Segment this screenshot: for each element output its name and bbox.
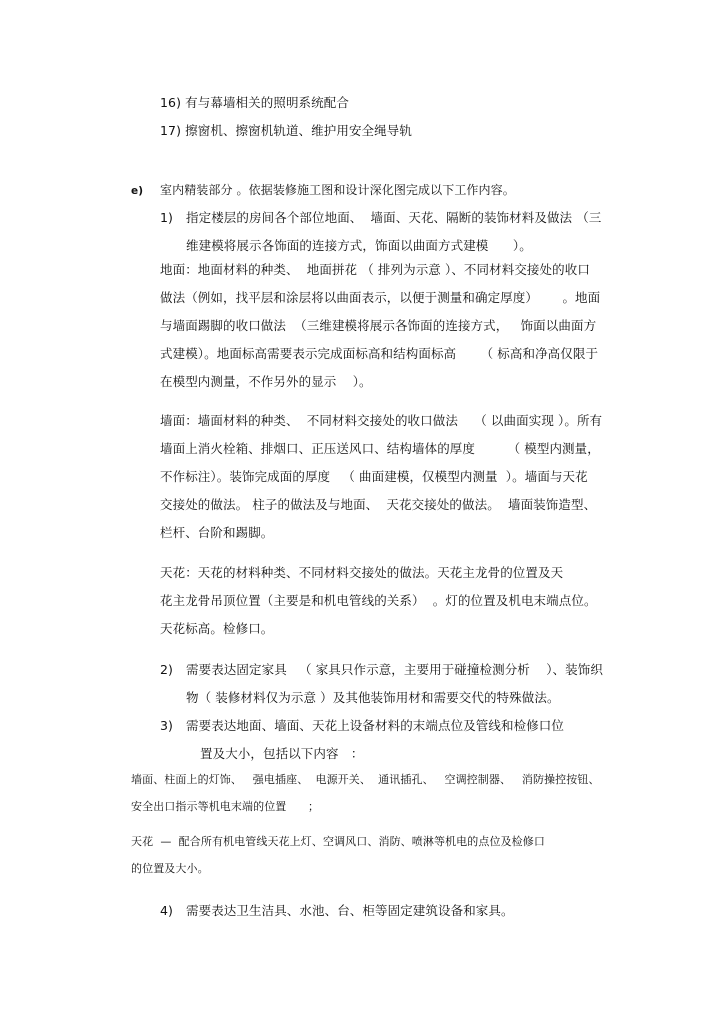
floor-paragraph-line-4: 式建模）。地面标高需要表示完成面标高和结构面标高 （ 标高和净高仅限于: [160, 346, 599, 361]
list-item-16: 16) 有与幕墙相关的照明系统配合: [160, 95, 349, 110]
item-4-number: 4): [160, 903, 174, 918]
item-3-number: 3): [160, 718, 174, 733]
item-1-number: 1): [160, 210, 174, 225]
section-e-heading: 室内精装部分 。依据装修施工图和设计深化图完成以下工作内容。: [160, 183, 515, 197]
item-4-text: 需要表达卫生洁具、水池、台、柜等固定建筑设备和家具。: [186, 903, 514, 918]
ceiling-paragraph-line-3: 天花标高。检修口。: [160, 621, 274, 636]
item-3-text-cont: 置及大小，包括以下内容 ：: [200, 746, 364, 761]
list-item-17: 17) 擦窗机、擦窗机轨道、维护用安全绳导轨: [160, 123, 412, 138]
ceiling-paragraph-line-1: 天花：天花的材料种类、不同材料交接处的做法。天花主龙骨的位置及天: [160, 565, 564, 580]
ceiling-paragraph-line-2: 花主龙骨吊顶位置（主要是和机电管线的关系） 。灯的位置及机电末端点位。: [160, 593, 597, 608]
wall-paragraph-line-1: 墙面：墙面材料的种类、 不同材料交接处的收口做法 （ 以曲面实现 ）。所有: [160, 413, 603, 428]
item-2-text: 需要表达固定家具 （ 家具只作示意，主要用于碰撞检测分析 ）、装饰织: [186, 662, 603, 677]
wall-paragraph-line-3: 不作标注）。装饰完成面的厚度 （ 曲面建模，仅模型内测量 ）。墙面与天花: [160, 469, 588, 484]
ceiling-terminals-line-2: 的位置及大小。: [131, 862, 209, 875]
item-2-number: 2): [160, 662, 174, 677]
wall-paragraph-line-5: 栏杆、台阶和踢脚。: [160, 525, 274, 540]
item-1-text: 指定楼层的房间各个部位地面、 墙面、天花、隔断的装饰材料及做法 （三: [186, 210, 602, 225]
wall-terminals-line-1: 墙面、柱面上的灯饰、 强电插座、 电源开关、 通讯插孔、 空调控制器、 消防操控按钮、: [131, 773, 600, 786]
item-1-text-cont: 维建模将展示各饰面的连接方式，饰面以曲面方式建模 ）。: [186, 238, 532, 253]
wall-terminals-line-2: 安全出口指示等机电末端的位置 ；: [131, 800, 320, 813]
floor-paragraph-line-5: 在模型内测量，不作另外的显示 ）。: [160, 374, 372, 389]
floor-paragraph-line-2: 做法（例如，找平层和涂层将以曲面表示，以便于测量和确定厚度） 。地面: [160, 290, 601, 305]
wall-paragraph-line-4: 交接处的做法。 柱子的做法及与地面、 天花交接处的做法。 墙面装饰造型、: [160, 497, 597, 512]
wall-paragraph-line-2: 墙面上消火栓箱、排烟口、正压送风口、结构墙体的厚度 （ 模型内测量，: [160, 441, 600, 456]
floor-paragraph-line-3: 与墙面踢脚的收口做法 （三维建模将展示各饰面的连接方式， 饰面以曲面方: [160, 318, 597, 333]
section-e-label: e): [131, 185, 144, 197]
item-3-text: 需要表达地面、墙面、天花上设备材料的末端点位及管线和检修口位: [186, 718, 565, 733]
item-2-text-cont: 物（ 装修材料仅为示意 ）及其他装饰用材和需要交代的特殊做法。: [186, 690, 560, 705]
floor-paragraph-line-1: 地面：地面材料的种类、 地面拼花 （ 排列为示意 ）、不同材料交接处的收口: [160, 262, 590, 277]
ceiling-terminals-line-1: 天花 — 配合所有机电管线天花上灯、空调风口、消防、喷淋等机电的点位及检修口: [131, 835, 545, 848]
